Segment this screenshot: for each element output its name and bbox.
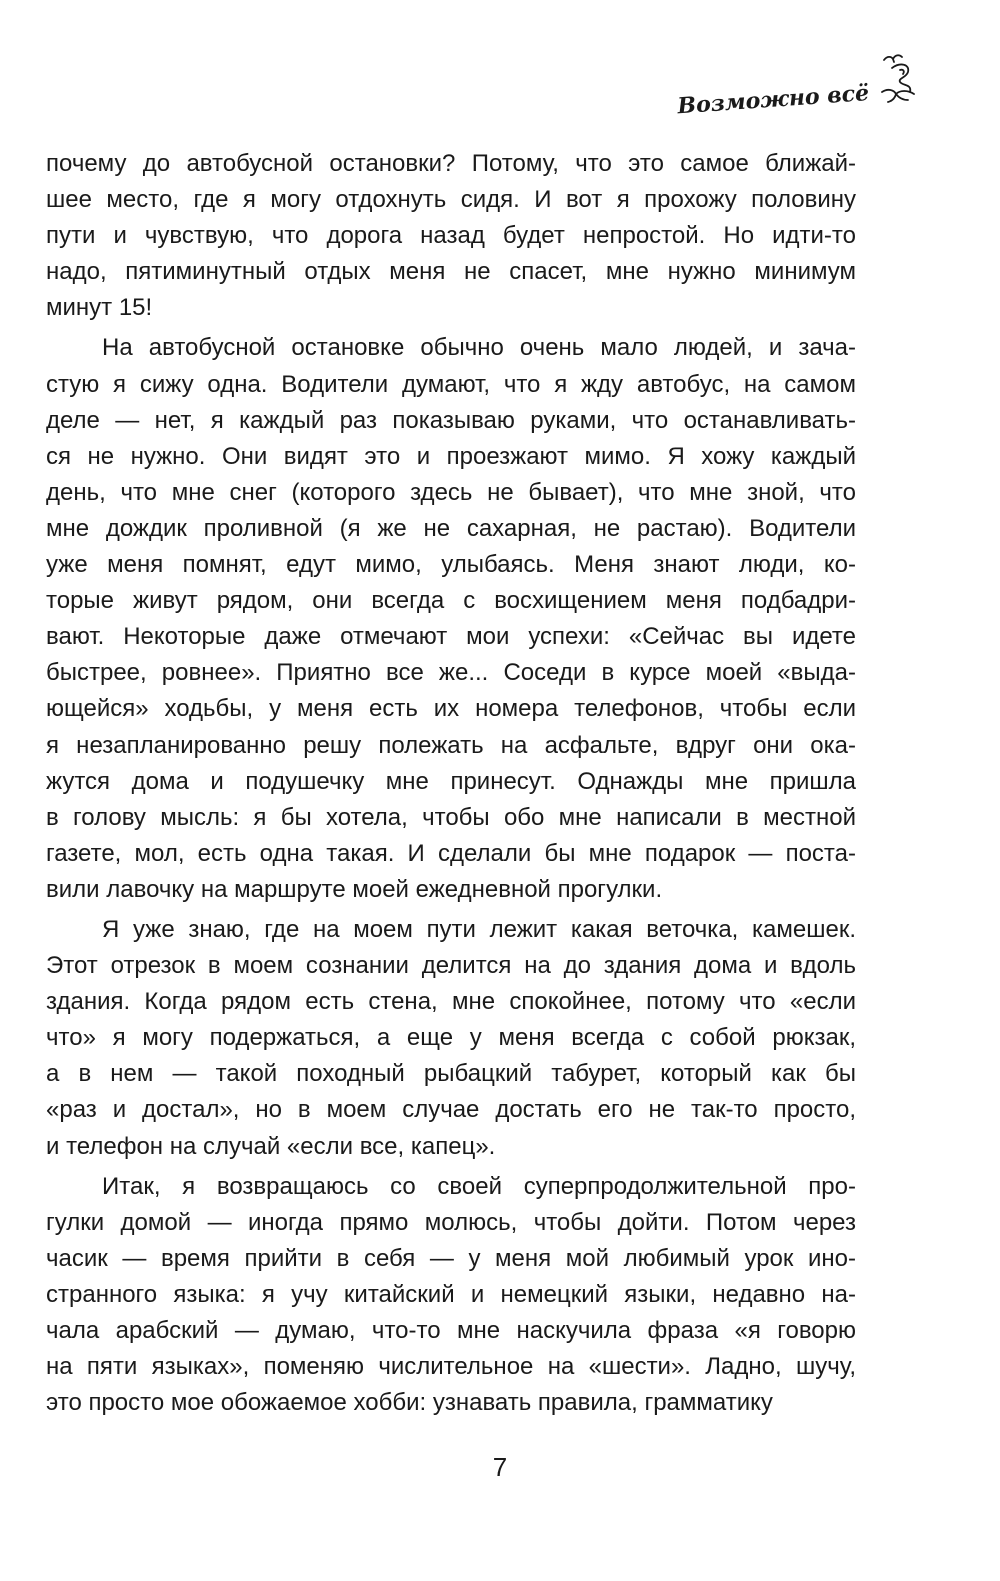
text-line: торые живут рядом, они всегда с восхищением меня подбадри- <box>46 587 856 615</box>
text-line: «раз и достал», но в моем случае достать его не так-то просто, <box>46 1096 856 1124</box>
text-line: день, что мне снег (которого здесь не бывает), что мне зной, что <box>46 478 856 506</box>
text-line: надо, пятиминутный отдых меня не спасет, мне нужно минимум <box>46 258 856 286</box>
text-line: часик — время прийти в себя — у меня мой любимый урок ино- <box>46 1244 856 1272</box>
birds-icon <box>870 48 922 106</box>
text-line: вили лавочку на маршруте моей ежедневной прогулки. <box>46 875 663 903</box>
text-line: Я уже знаю, где на моем пути лежит какая веточка, камешек. <box>102 915 856 943</box>
paragraph <box>46 912 856 1165</box>
paragraph <box>46 330 856 908</box>
text-line: стую я сижу одна. Водители думают, что я жду автобус, на самом <box>46 370 856 398</box>
text-line: в голову мысль: я бы хотела, чтобы обо мне написали в местной <box>46 803 856 831</box>
text-line: ся не нужно. Они видят это и проезжают мимо. Я хожу каждый <box>46 442 856 470</box>
page-number: 7 <box>492 1452 508 1482</box>
text-line: что» я могу подержаться, а еще у меня всегда с собой рюкзак, <box>46 1024 856 1052</box>
text-line: и телефон на случай «если все, капец». <box>46 1132 496 1160</box>
paragraph <box>46 146 856 326</box>
text-line: мне дождик проливной (я же не сахарная, не растаю). Водители <box>46 514 856 542</box>
text-line: шее место, где я могу отдохнуть сидя. И вот я прохожу половину <box>46 186 856 214</box>
text-line: На автобусной остановке обычно очень мало людей, и зача- <box>102 334 856 362</box>
text-line: уже меня помнят, едут мимо, улыбаясь. Меня знают люди, ко- <box>46 551 856 579</box>
text-line: газете, мол, есть одна такая. И сделали бы мне подарок — поста- <box>46 839 856 867</box>
text-line: Итак, я возвращаюсь со своей суперпродолжительной про- <box>102 1172 856 1200</box>
text-line: Этот отрезок в моем сознании делится на до здания дома и вдоль <box>46 952 856 980</box>
text-line: минут 15! <box>46 294 153 322</box>
text-line: вают. Некоторые даже отмечают мои успехи: «Сейчас вы идете <box>46 623 856 651</box>
text-line: жутся дома и подушечку мне принесут. Однажды мне пришла <box>46 767 856 795</box>
body-text <box>46 146 856 1421</box>
paragraph <box>46 1169 856 1422</box>
text-line: пути и чувствую, что дорога назад будет непростой. Но идти-то <box>46 222 856 250</box>
text-line: чала арабский — думаю, что-то мне наскучила фраза «я говорю <box>46 1317 856 1344</box>
text-line: почему до автобусной остановки? Потому, что это самое ближай- <box>46 150 856 177</box>
text-line: на пяти языках», поменяю числительное на «шести». Ладно, шучу, <box>46 1353 856 1381</box>
text-line: это просто мое обожаемое хобби: узнавать правила, грамматику <box>46 1389 773 1417</box>
text-line: ющейся» ходьбы, у меня есть их номера телефонов, чтобы если <box>46 695 856 723</box>
text-line: деле — нет, я каждый раз показываю руками, что останавливать- <box>46 406 856 434</box>
text-line: быстрее, ровнее». Приятно все же... Соседи в курсе моей «выда- <box>46 659 856 687</box>
text-line: гулки домой — иногда прямо молюсь, чтобы дойти. Потом через <box>46 1208 856 1236</box>
text-line: а в нем — такой походный рыбацкий табурет, который как бы <box>46 1060 856 1088</box>
running-head <box>676 48 922 120</box>
text-line: странного языка: я учу китайский и немецкий языки, недавно на- <box>46 1280 856 1308</box>
text-line: здания. Когда рядом есть стена, мне спокойнее, потому что «если <box>46 988 856 1016</box>
text-line: я незапланированно решу полежать на асфальте, вдруг они ока- <box>46 731 856 759</box>
running-title: Возможно всё <box>676 80 870 120</box>
